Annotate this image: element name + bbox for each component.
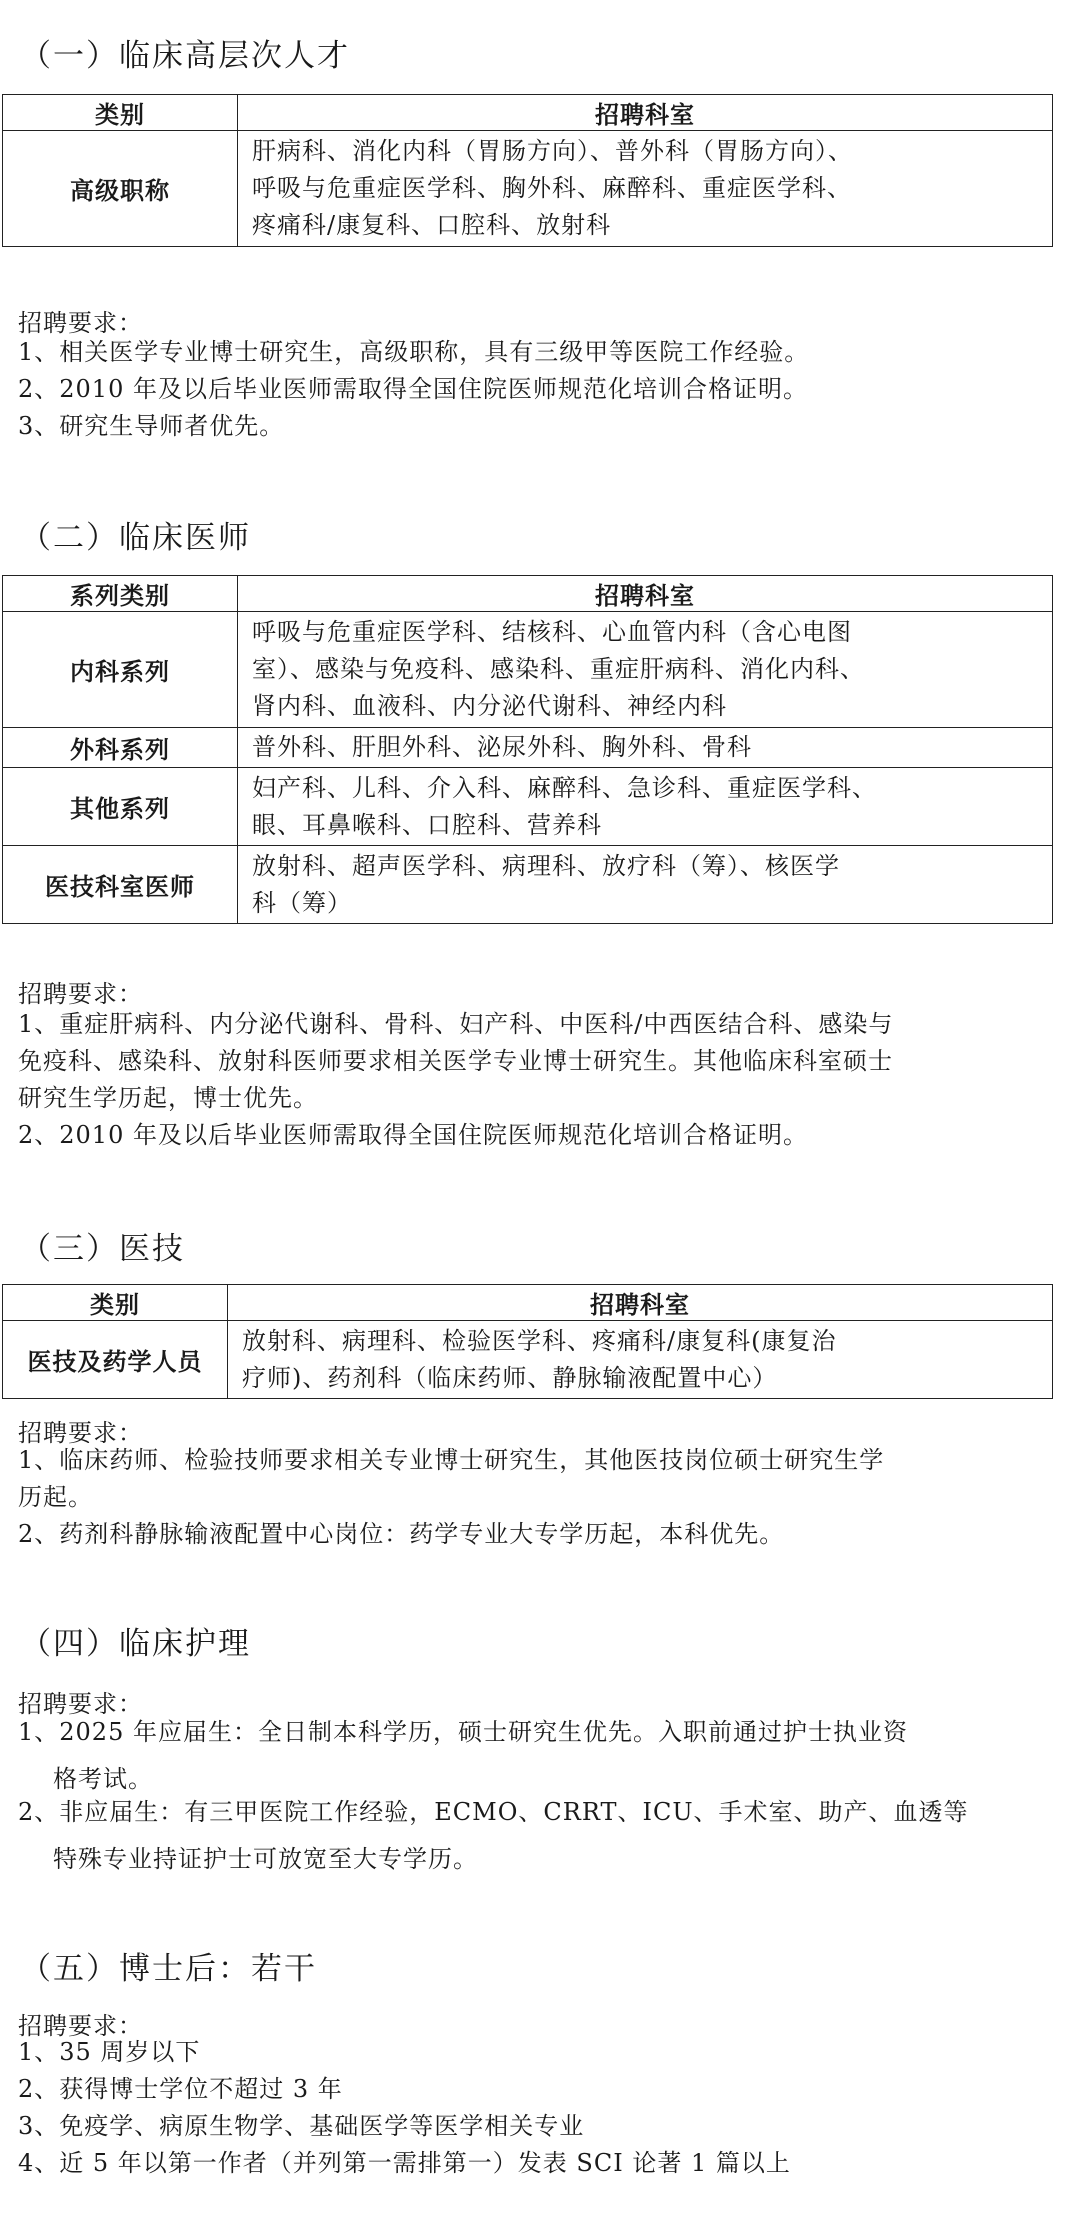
section-title: （一）临床高层次人才 [20,38,350,74]
recruitment-table [2,94,1053,247]
table-row [3,612,1053,728]
requirement-item [18,1442,884,1516]
recruitment-table [2,1284,1053,1399]
requirement-item: 1、相关医学专业博士研究生，高级职称，具有三级甲等医院工作经验。 [18,338,810,366]
requirement-item: 1、35 周岁以下 [18,2038,201,2066]
requirement-item: 2、获得博士学位不超过 3 年 [18,2075,343,2103]
departments-cell [238,728,1053,768]
requirement-item: 3、研究生导师者优先。 [18,412,285,440]
departments-line: 疗师)、药剂科（临床药师、静脉输液配置中心） [242,1363,778,1392]
departments-line: 科（筹） [252,888,352,917]
requirement-item: 2、2010 年及以后毕业医师需取得全国住院医师规范化培训合格证明。 [18,375,808,403]
requirements-heading: 招聘要求： [18,1690,143,1718]
departments-line: 普外科、肝胆外科、泌尿外科、胸外科、骨科 [252,733,752,761]
table-header-row [3,95,1053,131]
category-cell: 外科系列 [3,728,238,768]
departments-line: 放射科、病理科、检验医学科、疼痛科/康复科(康复治 [242,1326,837,1355]
departments-line: 疼痛科/康复科、口腔科、放射科 [252,211,612,239]
requirements-heading: 招聘要求： [18,1419,143,1447]
departments-line: 肝病科、消化内科（胃肠方向）、普外科（胃肠方向）、 [252,137,853,165]
requirement-line: 1、临床药师、检验技师要求相关专业博士研究生，其他医技岗位硕士研究生学 [18,1446,885,1474]
departments-cell [238,768,1053,846]
requirement-item: 4、近 5 年以第一作者（并列第一需排第一）发表 SCI 论著 1 篇以上 [18,2149,791,2177]
requirement-line: 历起。 [18,1483,93,1511]
requirement-item: 2、药剂科静脉输液配置中心岗位：药学专业大专学历起，本科优先。 [18,1520,785,1548]
departments-cell [238,131,1053,247]
requirements-heading: 招聘要求： [18,309,143,337]
departments-line: 眼、耳鼻喉科、口腔科、营养科 [252,810,602,839]
requirement-item: 2、2010 年及以后毕业医师需取得全国住院医师规范化培训合格证明。 [18,1121,808,1149]
table-header-row [3,1285,1053,1321]
requirement-item: 2、非应届生：有三甲医院工作经验，ECMO、CRRT、ICU、手术室、助产、血透等 [18,1798,969,1826]
category-cell: 医技科室医师 [3,846,238,924]
column-header-departments: 招聘科室 [238,576,1053,612]
table-row [3,768,1053,846]
requirement-line: 1、重症肝病科、内分泌代谢科、骨科、妇产科、中医科/中西医结合科、感染与 [18,1010,894,1038]
requirement-continuation: 特殊专业持证护士可放宽至大专学历。 [53,1845,478,1873]
requirement-line: 免疫科、感染科、放射科医师要求相关医学专业博士研究生。其他临床科室硕士 [18,1047,893,1075]
table-row [3,1321,1053,1399]
requirement-continuation: 格考试。 [53,1765,153,1793]
category-cell: 其他系列 [3,768,238,846]
table-header-row [3,576,1053,612]
section-title: （五）博士后：若干 [20,1951,317,1987]
category-cell: 内科系列 [3,612,238,728]
table-row [3,131,1053,247]
requirement-item: 1、2025 年应届生：全日制本科学历，硕士研究生优先。入职前通过护士执业资 [18,1718,908,1746]
requirements-heading: 招聘要求： [18,980,143,1008]
section-title: （三）医技 [20,1231,185,1267]
departments-line: 妇产科、儿科、介入科、麻醉科、急诊科、重症医学科、 [252,773,877,802]
requirements-heading: 招聘要求： [18,2012,143,2040]
departments-cell [238,846,1053,924]
section-title: （四）临床护理 [20,1626,251,1662]
category-cell: 医技及药学人员 [3,1321,228,1399]
departments-line: 放射科、超声医学科、病理科、放疗科（筹）、核医学 [252,851,840,880]
recruitment-table [2,575,1053,924]
departments-line: 呼吸与危重症医学科、胸外科、麻醉科、重症医学科、 [252,174,852,202]
column-header-category: 类别 [3,95,238,131]
departments-cell [228,1321,1053,1399]
departments-line: 室）、感染与免疫科、感染科、重症肝病科、消化内科、 [252,655,865,683]
departments-line: 肾内科、血液科、内分泌代谢科、神经内科 [252,692,727,720]
category-cell: 高级职称 [3,131,238,247]
requirement-item: 3、免疫学、病原生物学、基础医学等医学相关专业 [18,2112,585,2140]
requirement-item [18,1006,893,1117]
column-header-departments: 招聘科室 [228,1285,1053,1321]
requirement-line: 研究生学历起，博士优先。 [18,1084,318,1112]
table-row [3,728,1053,768]
section-title: （二）临床医师 [20,520,251,556]
departments-line: 呼吸与危重症医学科、结核科、心血管内科（含心电图 [252,618,852,646]
departments-cell [238,612,1053,728]
table-row [3,846,1053,924]
column-header-category: 系列类别 [3,576,238,612]
column-header-category: 类别 [3,1285,228,1321]
column-header-departments: 招聘科室 [238,95,1053,131]
